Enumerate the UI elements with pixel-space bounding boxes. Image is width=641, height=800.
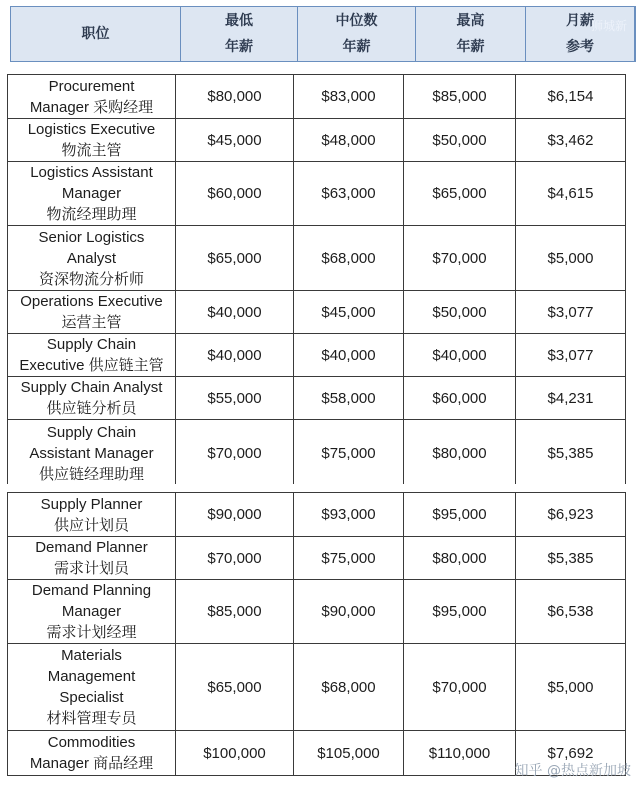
cell-max-salary: $60,000: [404, 377, 516, 420]
cell-median-salary: $58,000: [294, 377, 404, 420]
cell-min-salary: $55,000: [176, 377, 294, 420]
cell-max-salary: $110,000: [404, 731, 516, 776]
cell-max-salary: $95,000: [404, 493, 516, 537]
position-line: Senior Logistics: [38, 228, 145, 246]
position-line: 供应链分析员: [46, 400, 137, 417]
cell-median-salary: $63,000: [294, 162, 404, 226]
cell-min-salary: $90,000: [176, 493, 294, 537]
table-header: [10, 6, 636, 62]
header-month-line2: 参考: [566, 39, 594, 55]
footer-watermark: 知乎 @热点新加坡: [514, 763, 631, 779]
cell-max-salary: $95,000: [404, 580, 516, 644]
cell-min-salary: $100,000: [176, 731, 294, 776]
position-line: Demand Planner: [35, 539, 148, 556]
cell-min-salary: $65,000: [176, 226, 294, 291]
cell-max-salary: $80,000: [404, 420, 516, 488]
header-monthly-salary: [526, 7, 635, 61]
cell-median-salary: $45,000: [294, 291, 404, 334]
position-line: 需求计划经理: [46, 624, 137, 641]
cell-monthly-salary: $3,462: [516, 119, 626, 162]
cell-min-salary: $65,000: [176, 644, 294, 731]
cell-monthly-salary: $5,000: [516, 226, 626, 291]
table-row: [8, 580, 626, 644]
cell-monthly-salary: $6,923: [516, 493, 626, 537]
table-row: [8, 119, 626, 162]
position-line: Logistics Assistant: [30, 164, 153, 181]
position-line: Supply Chain: [46, 336, 137, 353]
cell-monthly-salary: $6,154: [516, 75, 626, 119]
cell-max-salary: $70,000: [404, 644, 516, 731]
position-line: Management: [47, 668, 136, 685]
header-month-line1: 月薪: [566, 13, 594, 29]
cell-min-salary: $60,000: [176, 162, 294, 226]
cell-median-salary: $75,000: [294, 420, 404, 488]
table-row: [8, 334, 626, 377]
cell-max-salary: $50,000: [404, 291, 516, 334]
table-row: [8, 537, 626, 580]
cell-position: [8, 75, 176, 119]
header-position-label: 职位: [81, 26, 110, 42]
cell-median-salary: $93,000: [294, 493, 404, 537]
cell-min-salary: $70,000: [176, 537, 294, 580]
cell-monthly-salary: $5,385: [516, 537, 626, 580]
cell-monthly-salary: $5,000: [516, 644, 626, 731]
header-mid-line2: 年薪: [342, 39, 371, 55]
cell-min-salary: $40,000: [176, 334, 294, 377]
cell-position: [8, 291, 176, 334]
position-line: Specialist: [59, 689, 124, 706]
cell-median-salary: $68,000: [294, 644, 404, 731]
table-row: [8, 644, 626, 731]
position-line: Logistics Executive: [27, 121, 156, 138]
position-line: Demand Planning: [31, 582, 152, 599]
cell-position: [8, 580, 176, 644]
cell-min-salary: $70,000: [176, 420, 294, 488]
cell-position: [8, 162, 176, 226]
cell-max-salary: $65,000: [404, 162, 516, 226]
cell-position: [8, 377, 176, 420]
cell-max-salary: $85,000: [404, 75, 516, 119]
cell-median-salary: $105,000: [294, 731, 404, 776]
position-line: Executive 供应链主管: [19, 357, 164, 374]
header-watermark: 狮城新: [590, 19, 627, 33]
salary-table-part-1: [7, 74, 626, 488]
cell-monthly-salary: $6,538: [516, 580, 626, 644]
cell-max-salary: $80,000: [404, 537, 516, 580]
table-row: [8, 493, 626, 537]
position-line: 物流主管: [61, 142, 122, 159]
header-min-line1: 最低: [225, 13, 253, 29]
header-max-line1: 最高: [456, 13, 485, 29]
cell-min-salary: $85,000: [176, 580, 294, 644]
cell-monthly-salary: $4,231: [516, 377, 626, 420]
header-min-salary: [181, 7, 298, 61]
position-line: Procurement: [48, 77, 135, 95]
salary-table-part-2: [7, 492, 626, 776]
position-line: Supply Chain Analyst: [20, 379, 163, 396]
position-line: Commodities: [47, 734, 136, 751]
position-line: Operations Executive: [20, 293, 163, 310]
cell-position: [8, 644, 176, 731]
cell-position: [8, 537, 176, 580]
cell-median-salary: $68,000: [294, 226, 404, 291]
position-line: 供应链经理助理: [38, 466, 144, 483]
table-row: [8, 377, 626, 420]
cell-max-salary: $70,000: [404, 226, 516, 291]
position-line: 物流经理助理: [46, 206, 137, 223]
position-line: Manager: [61, 185, 122, 202]
cell-median-salary: $40,000: [294, 334, 404, 377]
cell-min-salary: $80,000: [176, 75, 294, 119]
header-mid-line1: 中位数: [335, 13, 378, 29]
cell-monthly-salary: $5,385: [516, 420, 626, 488]
cell-position: [8, 119, 176, 162]
position-line: 运营主管: [61, 314, 122, 331]
position-line: 需求计划员: [53, 560, 129, 577]
header-median-salary: [298, 7, 416, 61]
cell-monthly-salary: $4,615: [516, 162, 626, 226]
position-line: Manager 商品经理: [29, 755, 154, 772]
position-line: Supply Chain: [46, 424, 137, 441]
position-line: Manager: [61, 603, 122, 620]
cell-monthly-salary: $7,692: [516, 731, 626, 776]
header-position: [11, 7, 181, 61]
position-line: Analyst: [66, 249, 117, 267]
position-line: Manager 采购经理: [29, 98, 154, 116]
cell-median-salary: $75,000: [294, 537, 404, 580]
table-row: [8, 420, 626, 488]
cell-max-salary: $50,000: [404, 119, 516, 162]
cell-position: [8, 731, 176, 776]
position-line: Supply Planner: [40, 495, 143, 513]
header-min-line2: 年薪: [225, 39, 253, 55]
position-line: 材料管理专员: [46, 710, 137, 727]
cell-max-salary: $40,000: [404, 334, 516, 377]
cell-position: [8, 334, 176, 377]
table-row: [8, 162, 626, 226]
cell-position: [8, 493, 176, 537]
cell-min-salary: $40,000: [176, 291, 294, 334]
cell-min-salary: $45,000: [176, 119, 294, 162]
header-max-line2: 年薪: [456, 39, 485, 55]
table-break: [7, 484, 636, 492]
cell-monthly-salary: $3,077: [516, 291, 626, 334]
table-row: [8, 291, 626, 334]
cell-position: [8, 226, 176, 291]
cell-median-salary: $90,000: [294, 580, 404, 644]
cell-median-salary: $48,000: [294, 119, 404, 162]
table-row: [8, 75, 626, 119]
table-row: [8, 226, 626, 291]
position-line: Assistant Manager: [29, 445, 154, 462]
position-line: 资深物流分析师: [38, 270, 144, 288]
position-line: 供应计划员: [53, 516, 129, 534]
header-max-salary: [416, 7, 526, 61]
cell-median-salary: $83,000: [294, 75, 404, 119]
cell-position: [8, 420, 176, 488]
position-line: Materials: [61, 647, 122, 664]
cell-monthly-salary: $3,077: [516, 334, 626, 377]
